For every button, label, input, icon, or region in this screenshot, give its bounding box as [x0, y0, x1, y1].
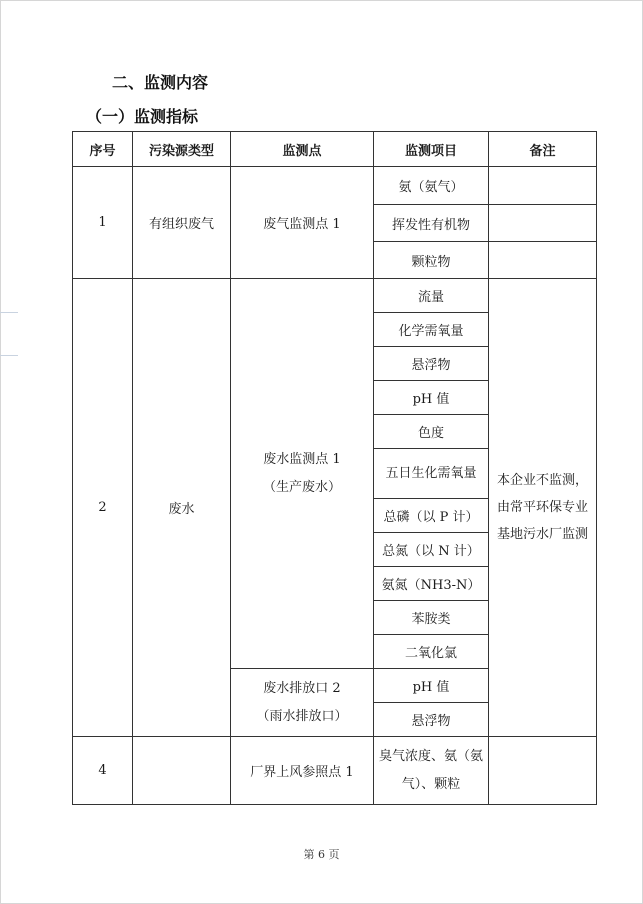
header-remark: 备注 [489, 132, 597, 167]
point-name: 废水排放口 2 [263, 680, 341, 696]
serial-cell: 1 [73, 167, 133, 279]
monitoring-item-cell: 二氧化氯 [374, 635, 489, 669]
remark-cell [489, 737, 597, 805]
remark-cell [489, 242, 597, 279]
subsection-title: （一）监测指标 [86, 107, 199, 126]
monitoring-table [72, 131, 597, 805]
serial-cell: 2 [73, 279, 133, 737]
monitoring-item-cell: 总磷（以 P 计） [374, 499, 489, 533]
remark-cell [489, 205, 597, 242]
monitoring-item-cell: 挥发性有机物 [374, 205, 489, 242]
section-title: 二、监测内容 [112, 73, 209, 92]
monitoring-item-cell: 化学需氧量 [374, 313, 489, 347]
header-source-type: 污染源类型 [133, 132, 231, 167]
monitoring-item-cell: 悬浮物 [374, 703, 489, 737]
monitoring-item-cell: 颗粒物 [374, 242, 489, 279]
monitoring-point-cell: 厂界上风参照点 1 [231, 737, 374, 805]
point-name: 废水监测点 1 [263, 451, 341, 467]
monitoring-item-cell: 五日生化需氧量 [374, 449, 489, 499]
monitoring-item-cell: pH 值 [374, 381, 489, 415]
serial-cell: 4 [73, 737, 133, 805]
monitoring-point-cell [231, 669, 374, 737]
monitoring-item-cell: 苯胺类 [374, 601, 489, 635]
header-monitoring-item: 监测项目 [374, 132, 489, 167]
point-subtitle: （生产废水） [262, 479, 341, 495]
scan-edge-mark [0, 312, 18, 313]
header-serial: 序号 [73, 132, 133, 167]
monitoring-item-cell: 流量 [374, 279, 489, 313]
remark-cell [489, 167, 597, 205]
monitoring-item-cell: 色度 [374, 415, 489, 449]
remark-cell: 本企业不监测，由常平环保专业基地污水厂监测 [489, 279, 597, 737]
point-subtitle: （雨水排放口） [256, 708, 348, 724]
monitoring-item-cell: 氨（氨气） [374, 167, 489, 205]
source-type-cell: 有组织废气 [133, 167, 231, 279]
monitoring-item-cell: 臭气浓度、氨（氨气）、颗粒 [374, 737, 489, 805]
scan-edge-mark [0, 355, 18, 356]
page-number: 第 6 页 [303, 848, 340, 861]
monitoring-point-cell [231, 279, 374, 669]
monitoring-item-cell: pH 值 [374, 669, 489, 703]
monitoring-item-cell: 总氮（以 N 计） [374, 533, 489, 567]
monitoring-point-cell: 废气监测点 1 [231, 167, 374, 279]
monitoring-item-cell: 悬浮物 [374, 347, 489, 381]
source-type-cell: 废水 [133, 279, 231, 737]
header-monitoring-point: 监测点 [231, 132, 374, 167]
source-type-cell [133, 737, 231, 805]
monitoring-item-cell: 氨氮（NH3-N） [374, 567, 489, 601]
